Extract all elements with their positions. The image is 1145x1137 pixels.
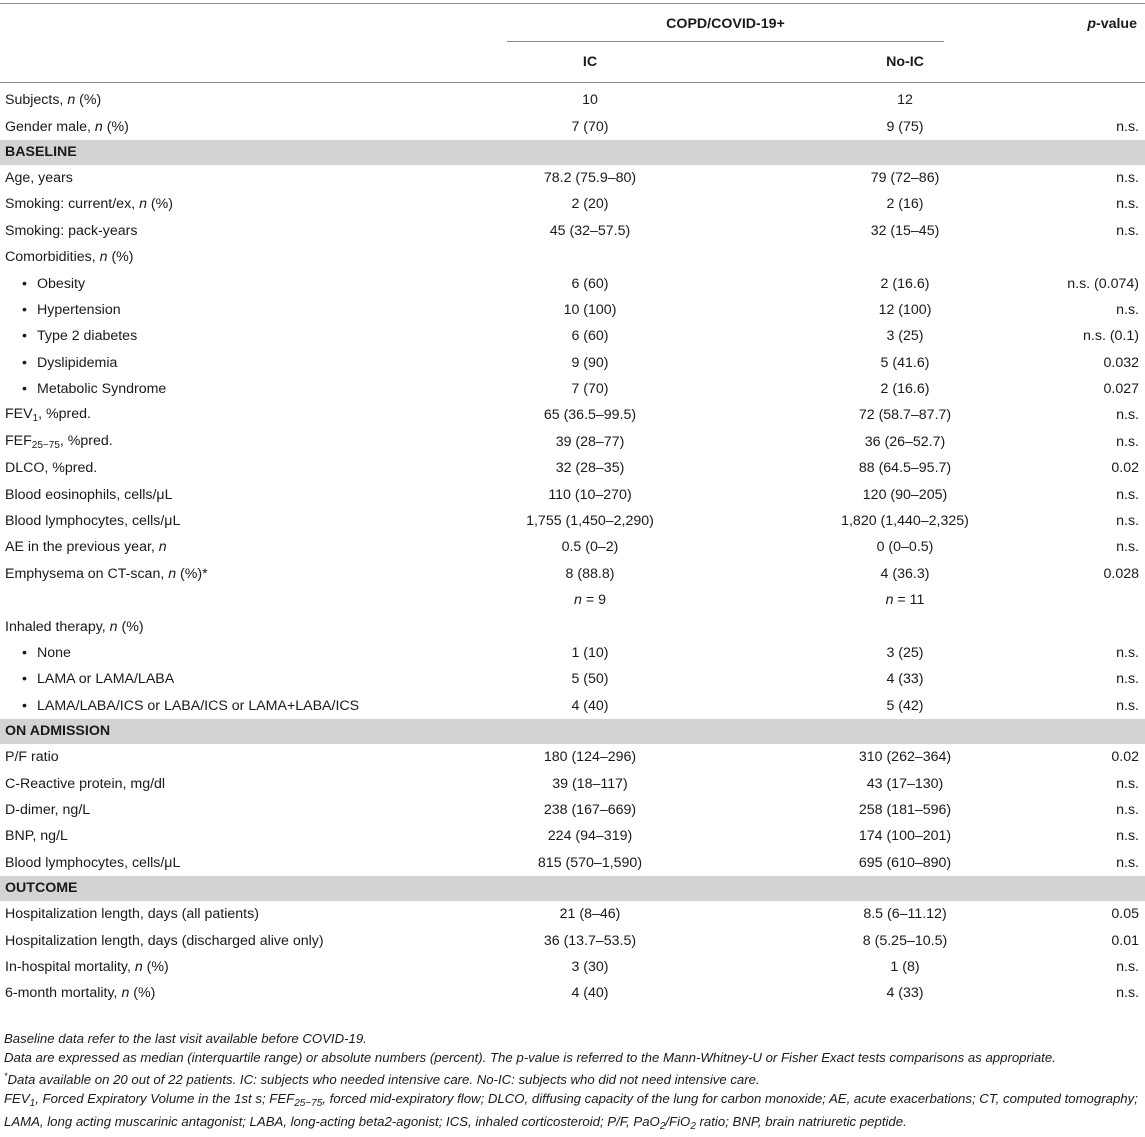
table-row [0,613,1145,639]
cell-noic: 8 (5.25–10.5) [862,932,948,949]
table-row [0,481,1145,507]
row-label: • Type 2 diabetes [22,328,138,345]
cell-noic: 32 (15–45) [870,222,940,239]
bullet-icon: • [22,301,27,318]
cell-noic: 8.5 (6–11.12) [863,906,947,923]
footnote-availability: *Data available on 20 out of 22 patients. IC: subjects who needed intensive care. No-IC: subjects who did not need intensive care. [4,1071,760,1088]
table-row [0,350,1145,376]
header-rule [0,82,1145,83]
cell-p-value: n.s. [1116,801,1139,818]
cell-ic: 3 (30) [571,958,609,975]
cell-p-value: n.s. [1116,854,1139,871]
row-label: Emphysema on CT-scan, n (%)* [5,565,208,582]
cell-p-value: n.s. (0.1) [1083,328,1139,345]
table-row [0,191,1145,217]
row-label: 6-month mortality, n (%) [5,985,156,1002]
row-label: Age, years [5,169,73,186]
table-row [0,429,1145,455]
table-row [0,693,1145,719]
row-label: Comorbidities, n (%) [5,249,134,266]
cell-noic: 3 (25) [886,645,924,661]
cell-noic: 1,820 (1,440–2,325) [841,513,969,530]
cell-ic: 1 (10) [571,645,609,661]
cell-p-value: 0.028 [1103,565,1139,582]
footnote-baseline: Baseline data refer to the last visit available before COVID-19. [4,1031,367,1046]
row-label: $FEV_1$, %pred. [5,406,91,425]
cell-p-value: n.s. [1116,985,1139,1002]
table-row [0,323,1145,349]
row-label: D-dimer, ng/L [5,801,91,818]
row-label: • None [22,645,71,661]
table-row [0,954,1145,980]
footnote-abbreviations: $FEV_1$, Forced Expiratory Volume in the 1st s; $FEF_{25-75}$, forced mid-expiratory flow; DLCO, diffusing capacity of the lung for carbon monoxide; AE, acute exacerbations; CT, computed tomography; LAMA, long acting muscarinic antagonist; LABA, long-acting beta2-agonist; ICS, inhaled corticosteroid; P/F, PaO$_2$/FiO$_2$ ratio; BNP, brain natriuretic peptide. [4,1090,1138,1133]
cell-p-value: n.s. [1116,118,1139,135]
cell-p-value: n.s. [1116,828,1139,845]
cell-ic: 5 (50) [571,671,609,688]
cell-p-value: n.s. [1116,671,1139,688]
baseline-rows [0,165,1145,719]
cell-ic: 224 (94–319) [547,828,633,845]
row-label: C-Reactive protein, mg/dl [5,775,166,792]
bullet-icon: • [22,671,27,688]
cell-ic: 45 (32–57.5) [549,222,631,239]
table-row [0,666,1145,692]
cell-noic: 2 (16) [886,196,924,213]
cell-ic: 7 (70) [571,381,609,398]
cell-noic: 9 (75) [886,118,924,135]
cell-ic: 238 (167–669) [543,801,637,818]
cell-ic: 8 (88.8) [565,565,615,582]
cell-ic: 0.5 (0–2) [561,539,619,556]
cell-ic: 9 (90) [571,354,609,371]
bullet-icon: • [22,697,27,714]
table-header-columns [0,42,1145,82]
table-row [0,927,1145,953]
cell-noic: 4 (36.3) [880,565,930,582]
cell-p-value: n.s. [1116,775,1139,792]
cell-p-value: 0.01 [1111,932,1139,949]
cell-p-value: n.s. [1116,958,1139,975]
bullet-icon: • [22,328,27,345]
row-label: DLCO, %pred. [5,460,98,477]
cell-noic: 3 (25) [886,328,924,345]
table-row [0,270,1145,296]
cell-noic: 174 (100–201) [858,828,952,845]
table-row [0,901,1145,927]
row-label: AE in the previous year, n [5,539,167,556]
table-row [0,376,1145,402]
cell-p-value: n.s. (0.074) [1067,275,1139,292]
cell-ic: 1,755 (1,450–2,290) [526,513,654,530]
admission-rows [0,744,1145,876]
bullet-icon: • [22,354,27,371]
cell-ic: 815 (570–1,590) [537,854,643,871]
cell-p-value: n.s. [1116,433,1139,450]
bullet-icon: • [22,645,27,661]
cell-ic: 65 (36.5–99.5) [543,407,637,424]
cell-p-value: n.s. [1116,407,1139,424]
cell-ic: 4 (40) [571,697,609,714]
row-label: Gender male, n (%) [5,118,129,135]
cell-noic: 120 (90–205) [862,486,948,503]
cell-noic: 36 (26–52.7) [864,433,946,450]
row-label: Hospitalization length, days (discharged alive only) [5,932,324,949]
cell-p-value: 0.05 [1111,906,1139,923]
cell-ic: 39 (28–77) [555,433,625,450]
cell-p-value: n.s. [1116,513,1139,530]
row-label: BNP, ng/L [5,828,68,845]
row-label: In-hospital mortality, n (%) [5,958,169,975]
section-outcome: OUTCOME [0,876,1145,901]
bullet-icon: • [22,381,27,398]
cell-noic: 79 (72–86) [870,169,940,186]
table-footnotes [4,1030,1142,1137]
cell-ic: 10 [582,92,598,109]
cell-noic: 4 (33) [886,985,924,1002]
table-row [0,744,1145,770]
clinical-table [0,3,1145,1007]
cell-noic: n = 11 [885,592,925,609]
table-row [0,244,1145,270]
cell-noic: 5 (41.6) [880,354,930,371]
cell-p-value: n.s. [1116,169,1139,186]
cell-p-value: 0.032 [1103,354,1139,371]
table-row [0,850,1145,876]
table-row [0,113,1145,139]
table-row [0,823,1145,849]
outcome-rows [0,901,1145,1007]
cell-noic: 12 [897,92,913,109]
cell-p-value: 0.027 [1103,381,1139,398]
cell-ic: n = 9 [574,592,606,609]
cell-ic: 10 (100) [563,301,617,318]
bullet-icon: • [22,275,27,292]
table-header-group [0,4,1145,42]
row-label: • Metabolic Syndrome [22,381,167,398]
table-row [0,87,1145,113]
cell-ic: 6 (60) [571,275,609,292]
cell-ic: 2 (20) [571,196,609,213]
cell-noic: 88 (64.5–95.7) [858,460,952,477]
cell-ic: 32 (28–35) [555,460,625,477]
row-label: Hospitalization length, days (all patients) [5,906,259,923]
row-label: Inhaled therapy, n (%) [5,618,144,635]
row-label: Blood lymphocytes, cells/μL [5,513,181,530]
cell-noic: 4 (33) [886,671,924,688]
cell-ic: 78.2 (75.9–80) [543,169,637,186]
row-label: $FEF_{25-75}$, %pred. [5,432,113,451]
cell-ic: 21 (8–46) [559,906,621,923]
row-label: Blood eosinophils, cells/μL [5,486,173,503]
table-row [0,980,1145,1006]
row-label: • Obesity [22,275,86,292]
table-row [0,640,1145,666]
cell-p-value: n.s. [1116,196,1139,213]
row-label: • Dyslipidemia [22,354,118,371]
cell-ic: 4 (40) [571,985,609,1002]
cell-noic: 695 (610–890) [858,854,952,871]
cell-noic: 43 (17–130) [866,775,944,792]
cell-ic: 36 (13.7–53.5) [543,932,637,949]
cell-p-value: n.s. [1116,301,1139,318]
top-rows [0,87,1145,140]
row-label: Blood lymphocytes, cells/μL [5,854,181,871]
table-row [0,218,1145,244]
cell-ic: 110 (10–270) [548,486,632,503]
row-label: Subjects, n (%) [5,92,102,109]
table-row [0,561,1145,587]
section-baseline: BASELINE [0,140,1145,165]
p-value-header: p-value [1087,16,1137,32]
col-ic-header: IC [582,54,598,70]
cell-p-value: n.s. [1116,645,1139,661]
cell-p-value: n.s. [1116,486,1139,503]
cell-p-value: n.s. [1116,539,1139,556]
row-label: Smoking: current/ex, n (%) [5,196,173,213]
cell-noic: 5 (42) [886,697,924,714]
row-label: • Hypertension [22,301,121,318]
row-label: • LAMA or LAMA/LABA [22,671,175,688]
table-row [0,587,1145,613]
cell-p-value: n.s. [1116,222,1139,239]
section-admission: ON ADMISSION [0,719,1145,744]
row-label: • LAMA/LABA/ICS or LABA/ICS or LAMA+LABA/ICS [22,697,360,714]
cell-noic: 2 (16.6) [880,275,930,292]
cell-ic: 7 (70) [571,118,609,135]
cell-noic: 1 (8) [890,958,920,975]
cell-noic: 72 (58.7–87.7) [858,407,952,424]
cell-noic: 310 (262–364) [858,749,952,766]
cell-p-value: n.s. [1116,697,1139,714]
cell-p-value: 0.02 [1111,460,1139,477]
table-row [0,797,1145,823]
cell-ic: 180 (124–296) [543,749,637,766]
row-label: P/F ratio [5,749,59,766]
group-underline [507,41,944,42]
table-row [0,508,1145,534]
table-row [0,770,1145,796]
cell-ic: 39 (18–117) [552,775,628,792]
row-label: Smoking: pack-years [5,222,138,239]
table-row [0,297,1145,323]
col-noic-header: No-IC [886,54,924,70]
cell-noic: 12 (100) [878,301,932,318]
cell-noic: 0 (0–0.5) [876,539,934,556]
table-row [0,534,1145,560]
cell-p-value: 0.02 [1111,749,1139,766]
cell-noic: 2 (16.6) [880,381,930,398]
group-title: COPD/COVID-19+ [666,16,785,32]
table-row [0,402,1145,428]
table-row [0,455,1145,481]
cell-ic: 6 (60) [571,328,609,345]
cell-noic: 258 (181–596) [858,801,952,818]
footnote-data: Data are expressed as median (interquartile range) or absolute numbers (percent). The p-value is referred to the Mann-Whitney-U or Fisher Exact tests comparisons as appropriate. [4,1049,1056,1065]
table-row [0,165,1145,191]
